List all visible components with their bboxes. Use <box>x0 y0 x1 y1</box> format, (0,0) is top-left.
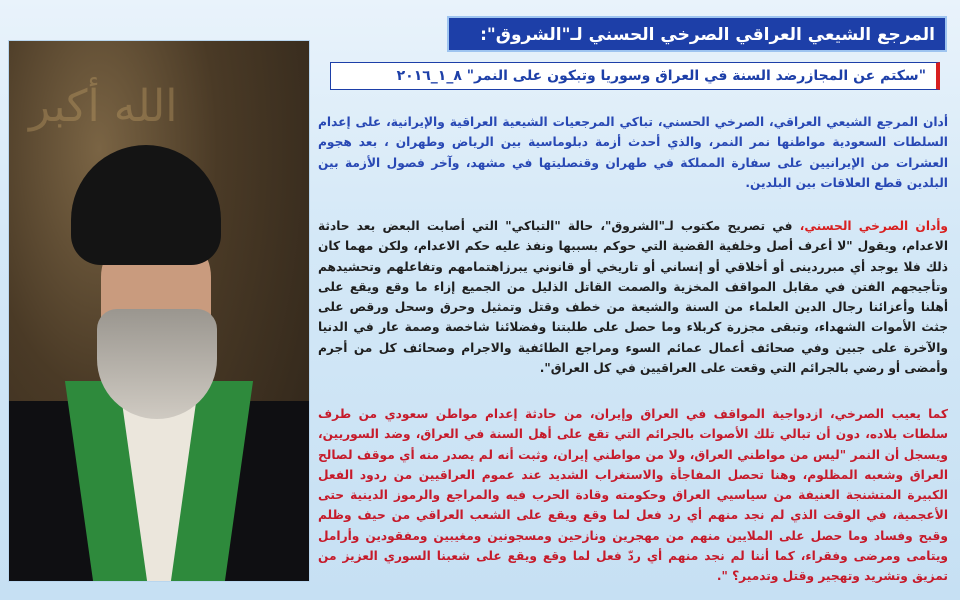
paragraph-intro: أدان المرجع الشيعي العراقي، الصرخي الحسني، تباكي المرجعيات الشيعية العراقية والإيرانية، على إعدام السلطات السعودية مواطنها نمر النمر، والذي أحدث أزمة دبلوماسية بين الرياض وطهران ، بعد هجوم العشرات من الإيرانيين على سفارة المملكة في طهران وقنصليتها في مشهد، وآخر فصول الأزمة بين البلدين قطع العلاقات بين البلدين. <box>318 115 948 190</box>
paragraph-statement-body: في تصريح مكتوب لـ"الشروق"، حالة "التباكي" التي أصابت البعض بعد حادثة الاعدام، ويقول "لا أعرف أصل وخلفية القضية التي حوكم بسببها ونفذ عليه حكم الاعدام، ولكن مهما كان ذلك فلا يوجد أي مبرردينى أو أخلاقي أو إنساني أو تاريخي أو قانوني يبرزاهتمامهم وتفاعلهم وتحشيدهم وتأجيجهم الفتن في مقابل المواقف المخزية والصمت القاتل الذليل من الجميع إزاء ما وقع ويقع على أهلنا وأعزائنا رجال الدين العلماء من السنة والشيعة من خطف وقتل وتمثيل وحرق وسحل ورقص على جثث الأموات الشهداء، وتبقى مجزرة كربلاء وما حصل على طلبتنا وفضلائنا شاخصة وصمة عار في الدنيا والآخرة على جبين وفي صحائف أعمال عمائم السوء ومراجع الطائفية والاجرام وصحائف كل من أجرم وأمضى أو رضي بالجرائم التي وقعت على العراقيين في كل العراق". <box>318 219 948 376</box>
cleric-photo <box>8 40 310 582</box>
paragraph-statement-lead: وأدان الصرخي الحسني، <box>799 219 949 233</box>
paragraph-statement <box>318 216 948 378</box>
headline-quote: "سكتم عن المجازرضد السنة في العراق وسوريا وتبكون على النمر" ٨_١_٢٠١٦ <box>330 62 940 90</box>
article-title: المرجع الشيعي العراقي الصرخي الحسني لـ"الشروق": <box>447 16 947 52</box>
paragraph-criticism: كما يعيب الصرخي، ازدواجية المواقف في العراق وإيران، من حادثة إعدام مواطن سعودي من طرف سلطات بلاده، دون أن تبالي تلك الأصوات بالجرائم التي تقع على أهل السنة في العراق، وضد السوريين، ويسجل أن النمر "ليس من مواطني العراق، ولا من مواطني إيران، وثبت أنه لم يصدر منه أي موقف لصالح العراق وشعبه المظلوم، وهنا تحصل المفاجأة والاستغراب الشديد عند عموم العراقيين من ردود الفعل الكبيرة المتشنجة العنيفة من سياسيي العراق وحكومته وقادة الحرب فيه والمراجع والرموز الدينية حتى الأعجمية، في الوقت الذي لم نجد منهم أي رد فعل لما وقع ويقع على الشعب العراقي من حيف وظلم وقبح وفساد وما حصل على الملايين منهم من مهجرين ونازحين ومسجونين ومغيبين ومفقودين وأرامل ويتامى ومرضى وفقراء، كما أننا لم نجد منهم أي ردّ فعل لما وقع ويقع على شعبنا السوري العزيز من تمزيق وتشريد وتهجير وقتل وتدمير؟ ". <box>318 407 948 584</box>
wall-calligraphy: الله أكبر <box>29 81 178 132</box>
